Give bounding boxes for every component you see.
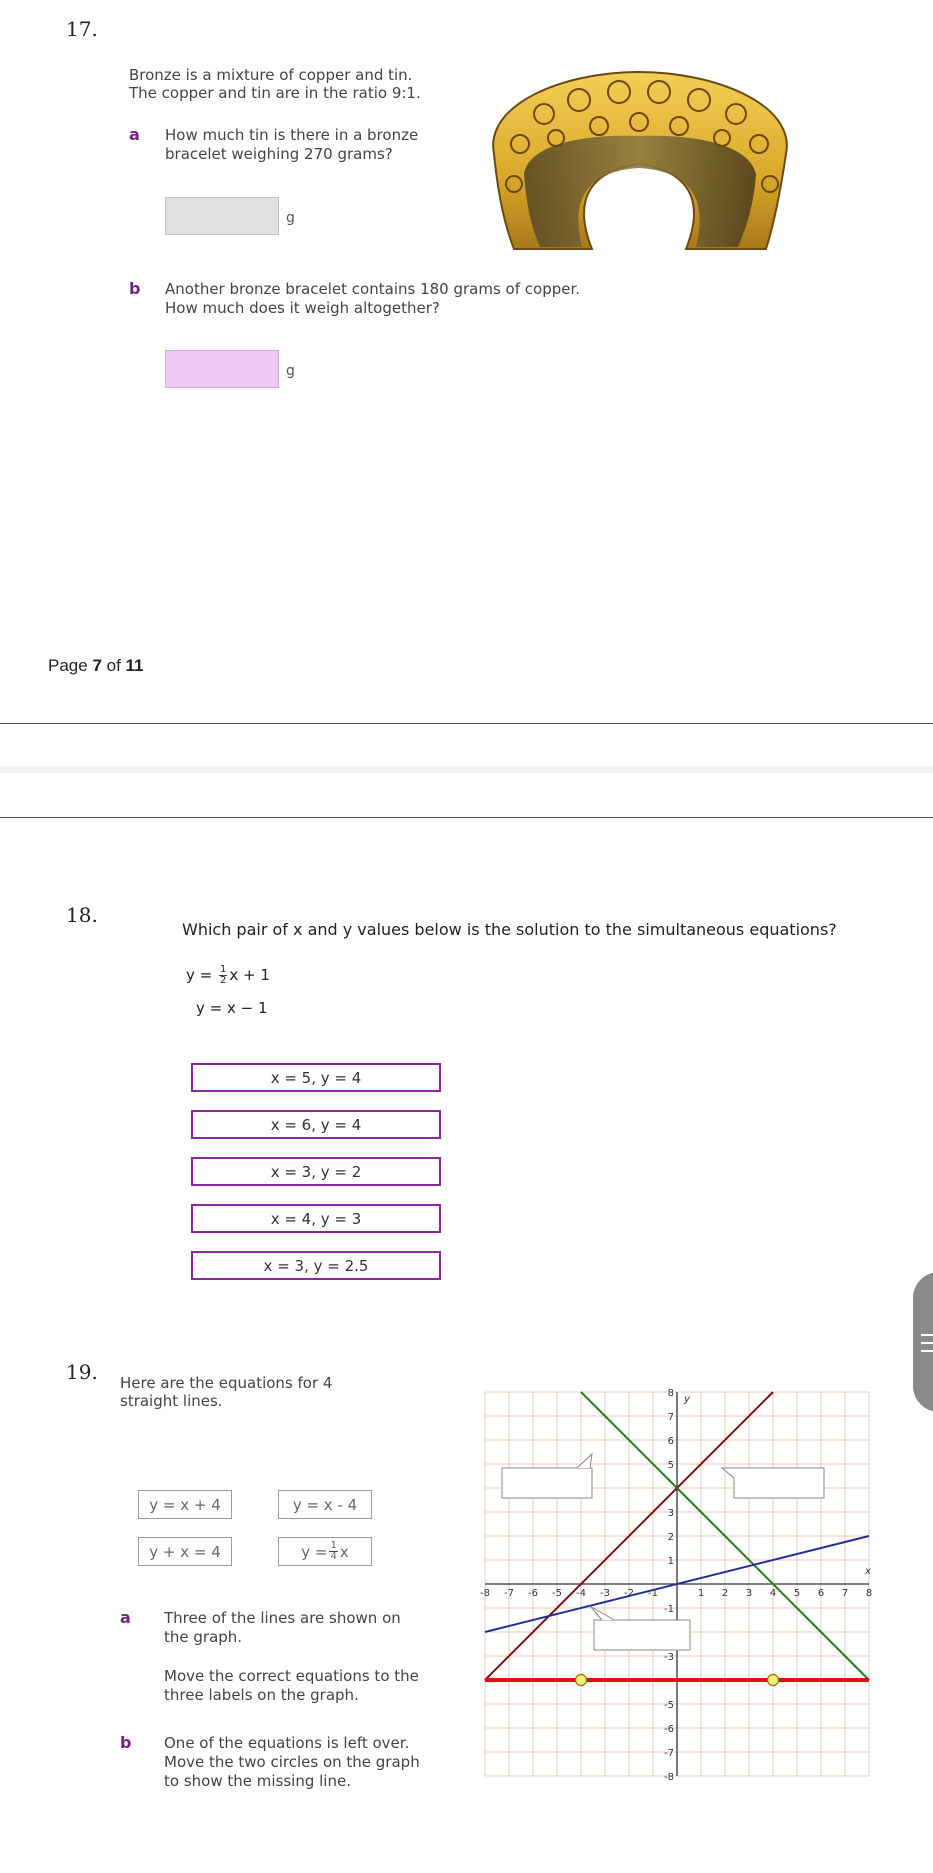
y-axis-label: y xyxy=(684,1394,690,1405)
graph-label-right-box[interactable] xyxy=(734,1468,824,1498)
y-tick-label: -8 xyxy=(664,1772,674,1783)
x-tick-label: -5 xyxy=(552,1588,562,1599)
y-tick-label: 8 xyxy=(667,1388,674,1399)
q17-part-b-answer-input[interactable] xyxy=(165,350,279,388)
eq1-fraction xyxy=(219,965,227,986)
bronze-bracelet-image xyxy=(474,64,804,260)
q19-part-b-line-3: to show the missing line. xyxy=(164,1772,351,1790)
coordinate-graph xyxy=(472,1384,872,1820)
graph-label-right[interactable] xyxy=(722,1468,824,1498)
graph-label-left[interactable] xyxy=(502,1454,592,1498)
y-tick-label: -1 xyxy=(664,1604,674,1615)
equation-card-y-equals-quarter-x[interactable] xyxy=(278,1537,372,1566)
eq4-left: y = xyxy=(301,1542,328,1561)
eq1-left: y = xyxy=(186,966,217,984)
graph-label-left-pointer xyxy=(577,1454,592,1468)
x-tick-label: 8 xyxy=(865,1588,872,1599)
y-tick-label: 6 xyxy=(667,1436,674,1447)
x-tick-label: 5 xyxy=(793,1588,801,1599)
x-tick-label: -2 xyxy=(624,1588,634,1599)
q18-option-1[interactable]: x = 5, y = 4 xyxy=(191,1063,441,1092)
q19-part-a-label: a xyxy=(120,1608,131,1627)
q17-part-a-line-1: How much tin is there in a bronze xyxy=(165,126,419,144)
q19-part-b-line-2: Move the two circles on the graph xyxy=(164,1753,420,1771)
x-tick-label: 6 xyxy=(817,1588,825,1599)
q19-intro-line-1: Here are the equations for 4 xyxy=(120,1374,333,1392)
page-divider-top xyxy=(0,723,933,724)
equation-card-y-equals-x-plus-4[interactable]: y = x + 4 xyxy=(138,1490,232,1519)
movable-circle-2[interactable] xyxy=(768,1675,779,1686)
q17-part-a-unit: g xyxy=(286,210,295,226)
q19-part-a-line-4: three labels on the graph. xyxy=(164,1686,359,1704)
page-of: of xyxy=(101,656,126,675)
x-tick-label: 7 xyxy=(841,1588,849,1599)
x-tick-label: 4 xyxy=(769,1588,777,1599)
q18-option-5[interactable]: x = 3, y = 2.5 xyxy=(191,1251,441,1280)
movable-circle-1[interactable] xyxy=(576,1675,587,1686)
q18-option-3[interactable]: x = 3, y = 2 xyxy=(191,1157,441,1186)
question-18-number: 18. xyxy=(66,903,98,927)
y-tick-label: 3 xyxy=(667,1508,674,1519)
q17-part-b-label: b xyxy=(129,279,141,298)
eq1-right: x + 1 xyxy=(229,966,270,984)
q18-option-4[interactable]: x = 4, y = 3 xyxy=(191,1204,441,1233)
eq4-fraction xyxy=(329,1541,337,1562)
eq4-right: x xyxy=(339,1542,349,1561)
y-tick-label: -7 xyxy=(664,1748,674,1759)
q19-part-a-line-3: Move the correct equations to the xyxy=(164,1667,419,1685)
x-axis-label: x xyxy=(865,1566,871,1577)
equation-card-y-plus-x-equals-4[interactable]: y + x = 4 xyxy=(138,1537,232,1566)
q17-intro-line-1: Bronze is a mixture of copper and tin. xyxy=(129,66,413,84)
graph-drop-labels xyxy=(502,1454,824,1650)
q19-intro-line-2: straight lines. xyxy=(120,1392,223,1410)
eq4-frac-den: 4 xyxy=(330,1551,337,1562)
page-prefix: Page xyxy=(48,656,93,675)
side-drawer-tab[interactable] xyxy=(913,1272,933,1412)
q17-part-b-line-1: Another bronze bracelet contains 180 grams of copper. xyxy=(165,280,581,298)
question-17-number: 17. xyxy=(66,17,98,41)
y-tick-label: 1 xyxy=(667,1556,674,1567)
page-current: 7 xyxy=(92,656,102,675)
x-tick-label: -1 xyxy=(648,1588,658,1599)
graph-label-bottom-box[interactable] xyxy=(594,1620,690,1650)
y-tick-label: 5 xyxy=(667,1460,674,1471)
q17-part-a-line-2: bracelet weighing 270 grams? xyxy=(165,145,393,163)
q17-part-b-line-2: How much does it weigh altogether? xyxy=(165,299,440,317)
eq4-frac-num: 1 xyxy=(330,1540,337,1551)
x-tick-label: -7 xyxy=(504,1588,514,1599)
q18-question-text: Which pair of x and y values below is the solution to the simultaneous equations? xyxy=(182,920,837,939)
x-tick-label: 3 xyxy=(745,1588,753,1599)
y-tick-label: 7 xyxy=(667,1412,674,1423)
q18-equation-2: y = x − 1 xyxy=(196,999,268,1017)
page-total: 11 xyxy=(125,656,144,675)
x-tick-label: 2 xyxy=(721,1588,729,1599)
q17-part-a-label: a xyxy=(129,125,140,144)
graph-tick-labels xyxy=(480,1388,872,1783)
x-tick-label: -6 xyxy=(528,1588,538,1599)
q17-intro-line-2: The copper and tin are in the ratio 9:1. xyxy=(129,84,421,102)
graph-label-left-box[interactable] xyxy=(502,1468,592,1498)
page-gap-band xyxy=(0,766,933,773)
q19-part-b-line-1: One of the equations is left over. xyxy=(164,1734,410,1752)
x-tick-label: -4 xyxy=(576,1588,586,1599)
page-divider-bottom xyxy=(0,817,933,818)
page-indicator xyxy=(48,656,144,676)
x-tick-label: -8 xyxy=(480,1588,490,1599)
eq1-frac-num: 1 xyxy=(219,964,227,975)
q17-part-a-answer-input[interactable] xyxy=(165,197,279,235)
q17-part-b-unit: g xyxy=(286,363,295,379)
q18-equation-1 xyxy=(186,965,270,986)
y-tick-label: -5 xyxy=(664,1700,674,1711)
q19-part-b-label: b xyxy=(120,1733,132,1752)
x-tick-label: -3 xyxy=(600,1588,610,1599)
equation-card-y-equals-x-minus-4[interactable]: y = x - 4 xyxy=(278,1490,372,1519)
y-tick-label: 2 xyxy=(667,1532,674,1543)
q19-part-a-line-1: Three of the lines are shown on xyxy=(164,1609,401,1627)
eq1-frac-den: 2 xyxy=(219,975,227,986)
question-19-number: 19. xyxy=(66,1360,98,1384)
y-tick-label: -3 xyxy=(664,1652,674,1663)
y-tick-label: -6 xyxy=(664,1724,674,1735)
x-tick-label: 1 xyxy=(697,1588,705,1599)
q18-option-2[interactable]: x = 6, y = 4 xyxy=(191,1110,441,1139)
q19-part-a-line-2: the graph. xyxy=(164,1628,243,1646)
